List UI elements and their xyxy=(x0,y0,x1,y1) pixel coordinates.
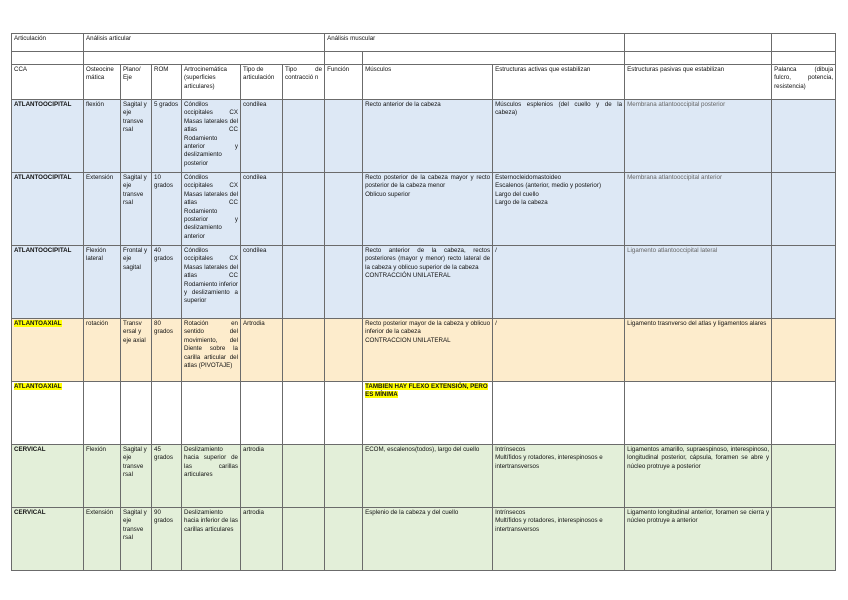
musculo-line: Esplenio de la cabeza y del cuello xyxy=(365,509,459,516)
cell-movimiento: Extensión xyxy=(84,173,121,246)
cell-activas xyxy=(493,173,625,246)
cell-pasivas xyxy=(625,508,772,571)
activa-line: Largo del cuello xyxy=(495,190,539,198)
table-row xyxy=(12,508,836,571)
empty-cell xyxy=(283,508,325,571)
musculo-line: Recto anterior de la cabeza, rectos posteriores (mayor y menor) recto lateral de la cabeza y oblicuo superior de la cabeza xyxy=(365,247,491,271)
column-header-row xyxy=(12,65,836,100)
cell-tipo: condílea xyxy=(241,173,283,246)
col-artrocinematica: Artrocinemática (superficies articulares) xyxy=(182,65,241,100)
cell-tipo: artrodia xyxy=(241,445,283,508)
header-empty-cell xyxy=(772,34,836,52)
empty-cell xyxy=(182,382,241,445)
cell-movimiento: Extensión xyxy=(84,508,121,571)
header-empty-cell xyxy=(625,34,772,52)
empty-cell xyxy=(363,52,625,65)
pasiva-line: Ligamento atlantooccipital lateral xyxy=(627,247,718,254)
cell-artrocinematica: Cóndilos occipitales CX Masas laterales del atlas CC Rodamiento posterior y deslizamiento anterior xyxy=(182,173,241,246)
cell-activas xyxy=(493,508,625,571)
table-row xyxy=(12,319,836,382)
cell-palanca xyxy=(772,246,836,319)
col-musculos: Músculos xyxy=(363,65,493,100)
col-estructuras-activas: Estructuras activas que estabilizan xyxy=(493,65,625,100)
cell-pasivas xyxy=(625,319,772,382)
musculo-line: Recto posterior mayor de la cabeza y oblicuo inferior de la cabeza xyxy=(365,320,491,336)
activa-line: Largo de la cabeza xyxy=(495,199,548,207)
pasiva-line: Membrana atlantooccipital anterior xyxy=(627,174,723,181)
spacer-row xyxy=(12,52,836,65)
cell-plano: Sagital y eje transve rsal xyxy=(121,508,152,571)
cell-nota xyxy=(363,382,493,445)
table-row xyxy=(12,173,836,246)
col-estructuras-pasivas: Estructuras pasivas que estabilizan xyxy=(625,65,772,100)
highlighted-note: TAMBIEN HAY FLEXO EXTENSIÓN, PERO ES MÍNIMA xyxy=(365,383,488,399)
col-rom: ROM xyxy=(152,65,182,100)
cell-rom: 40 grados xyxy=(152,246,182,319)
cell-artrocinematica: Cóndilos occipitales CX Masas laterales del atlas CC Rodamiento inferior y deslizamiento a superior xyxy=(182,246,241,319)
cell-articulacion xyxy=(12,319,84,382)
empty-cell xyxy=(283,445,325,508)
cell-pasivas xyxy=(625,100,772,173)
cell-movimiento: rotación xyxy=(84,319,121,382)
cell-plano: Sagital y eje transve rsal xyxy=(121,173,152,246)
empty-cell xyxy=(325,52,363,65)
highlighted-label: ATLANTOAXIAL xyxy=(14,383,62,390)
cell-musculos xyxy=(363,508,493,571)
col-plano-eje: Plano/ Eje xyxy=(121,65,152,100)
musculo-line: ECOM, escalenos(todos), largo del cuello xyxy=(365,446,480,453)
empty-cell xyxy=(84,52,325,65)
empty-cell xyxy=(625,382,772,445)
cell-palanca xyxy=(772,445,836,508)
empty-cell xyxy=(325,246,363,319)
header-analisis-articular: Análisis articular xyxy=(84,34,325,52)
col-cca: CCA xyxy=(12,65,84,100)
cell-artrocinematica: Deslizamiento hacia superior de las carillas articulares xyxy=(182,445,241,508)
cell-palanca xyxy=(772,319,836,382)
empty-cell xyxy=(241,382,283,445)
anatomy-analysis-table xyxy=(11,33,836,571)
cell-musculos xyxy=(363,319,493,382)
empty-cell xyxy=(283,319,325,382)
empty-cell xyxy=(283,382,325,445)
empty-cell xyxy=(121,382,152,445)
cell-plano: Sagital y eje transve rsal xyxy=(121,445,152,508)
col-funcion: Función xyxy=(325,65,363,100)
empty-cell xyxy=(283,100,325,173)
cell-artrocinematica: Rotación en sentido del movimiento, del Diente sobre la carilla articular del atlas (PIVOTAJE) xyxy=(182,319,241,382)
musculo-line: CONTRACCION UNILATERAL xyxy=(365,336,451,344)
cell-rom: 5 grados xyxy=(152,100,182,173)
pasiva-line: Ligamentos amarillo, supraespinoso, interespinoso, longitudinal posterior, cápsula, foramen se abre y núcleo protruye a posterior xyxy=(627,446,770,470)
cell-rom: 90 grados xyxy=(152,508,182,571)
musculo-line: CONTRACCIÓN UNILATERAL xyxy=(365,272,451,280)
cell-articulacion: CERVICAL xyxy=(12,445,84,508)
activa-line: Intrínsecos xyxy=(495,509,526,516)
cell-musculos xyxy=(363,173,493,246)
cell-artrocinematica: Cóndilos occipitales CX Masas laterales del atlas CC Rodamiento anterior y deslizamiento posterior xyxy=(182,100,241,173)
cell-artrocinematica: Deslizamiento hacia inferior de las carillas articulares xyxy=(182,508,241,571)
header-row xyxy=(12,34,836,52)
cell-palanca xyxy=(772,173,836,246)
col-palanca: Palanca (dibuja fulcro, potencia, resistencia) xyxy=(772,65,836,100)
cell-pasivas xyxy=(625,246,772,319)
empty-cell xyxy=(325,445,363,508)
cell-articulacion: ATLANTOOCIPITAL xyxy=(12,100,84,173)
cell-tipo: Artrodia xyxy=(241,319,283,382)
table-row xyxy=(12,382,836,445)
cell-musculos xyxy=(363,445,493,508)
header-analisis-muscular: Análisis muscular xyxy=(325,34,625,52)
cell-pasivas xyxy=(625,445,772,508)
highlighted-label: ATLANTOAXIAL xyxy=(14,320,62,327)
empty-cell xyxy=(283,173,325,246)
cell-activas xyxy=(493,100,625,173)
empty-cell xyxy=(772,52,836,65)
table-row xyxy=(12,246,836,319)
cell-activas xyxy=(493,319,625,382)
col-osteocinematica: Osteocine mática xyxy=(84,65,121,100)
cell-rom: 45 grados xyxy=(152,445,182,508)
empty-cell xyxy=(325,319,363,382)
cell-activas xyxy=(493,246,625,319)
cell-movimiento: Flexión lateral xyxy=(84,246,121,319)
empty-cell xyxy=(772,382,836,445)
cell-articulacion: ATLANTOOCIPITAL xyxy=(12,246,84,319)
activa-line: Multífidos y rotadores, interespinosos e intertransversos xyxy=(495,517,603,533)
activa-line: / xyxy=(495,247,497,254)
empty-cell xyxy=(625,52,772,65)
empty-cell xyxy=(12,52,84,65)
pasiva-line: Ligamento longitudinal anterior, foramen se cierra y núcleo protruye a anterior xyxy=(627,509,770,525)
empty-cell xyxy=(493,382,625,445)
cell-activas xyxy=(493,445,625,508)
cell-plano: Sagital y eje transve rsal xyxy=(121,100,152,173)
activa-line: Intrínsecos xyxy=(495,446,526,453)
empty-cell xyxy=(325,173,363,246)
cell-tipo: condílea xyxy=(241,246,283,319)
table-row xyxy=(12,445,836,508)
cell-palanca xyxy=(772,100,836,173)
cell-articulacion: ATLANTOOCIPITAL xyxy=(12,173,84,246)
empty-cell xyxy=(325,382,363,445)
col-tipo-articulacion: Tipo de articulación xyxy=(241,65,283,100)
activa-line: Músculos esplenios (del cuello y de la cabeza) xyxy=(495,101,623,117)
cell-musculos xyxy=(363,100,493,173)
empty-cell xyxy=(84,382,121,445)
musculo-line: Recto posterior de la cabeza mayor y recto posterior de la cabeza menor xyxy=(365,174,491,190)
empty-cell xyxy=(325,100,363,173)
empty-cell xyxy=(283,246,325,319)
cell-tipo: condílea xyxy=(241,100,283,173)
cell-tipo: artrodia xyxy=(241,508,283,571)
activa-line: Escalenos (anterior, medio y posterior) xyxy=(495,182,601,190)
pasiva-line: Ligamento trasnverso del atlas y ligamentos alares xyxy=(627,320,767,327)
musculo-line: Recto anterior de la cabeza xyxy=(365,101,441,108)
cell-movimiento: Flexión xyxy=(84,445,121,508)
activa-line: / xyxy=(495,320,497,327)
cell-palanca xyxy=(772,508,836,571)
cell-plano: Transv ersal y eje axial xyxy=(121,319,152,382)
empty-cell xyxy=(152,382,182,445)
cell-articulacion xyxy=(12,382,84,445)
header-articulacion: Articulación xyxy=(12,34,84,52)
cell-musculos xyxy=(363,246,493,319)
empty-cell xyxy=(325,508,363,571)
musculo-line: Oblicuo superior xyxy=(365,190,411,198)
cell-pasivas xyxy=(625,173,772,246)
activa-line: Esternocleidomastoideo xyxy=(495,174,562,181)
table-row xyxy=(12,100,836,173)
cell-rom: 10 grados xyxy=(152,173,182,246)
activa-line: Multífidos y rotadores, interespinosos e intertransversos xyxy=(495,454,603,470)
pasiva-line: Membrana atlantooccipital posterior xyxy=(627,101,726,108)
cell-plano: Frontal y eje sagital xyxy=(121,246,152,319)
col-tipo-contraccion: Tipo de contracció n xyxy=(283,65,325,100)
cell-rom: 80 grados xyxy=(152,319,182,382)
cell-movimiento: flexión xyxy=(84,100,121,173)
cell-articulacion: CERVICAL xyxy=(12,508,84,571)
